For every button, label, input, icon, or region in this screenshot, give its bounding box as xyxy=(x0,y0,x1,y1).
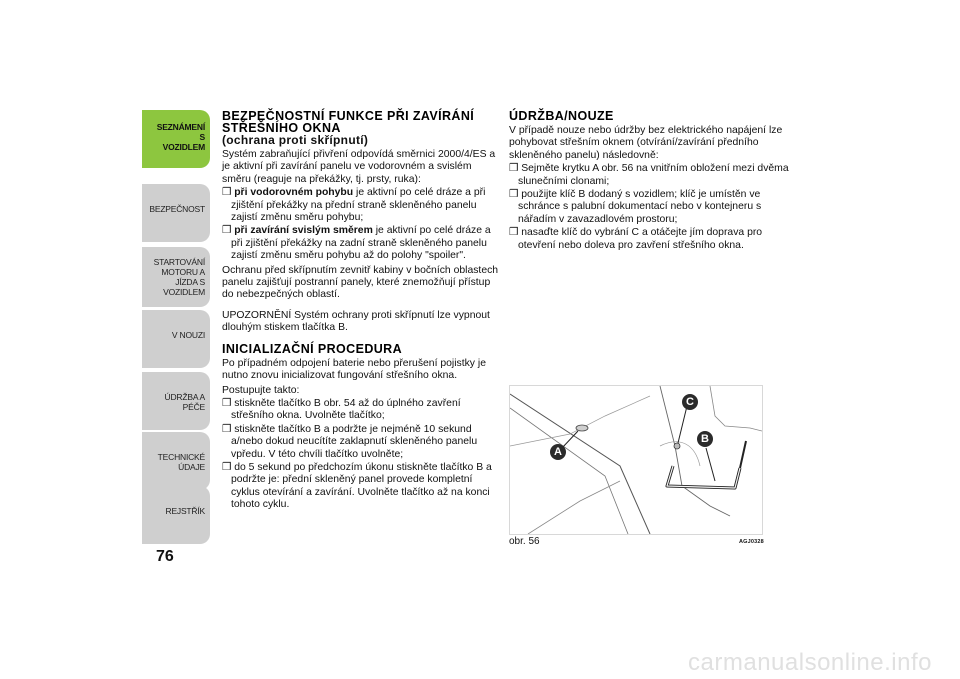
callout-label: B xyxy=(701,433,709,445)
checkbox-bullet-icon: ❒ xyxy=(222,225,235,237)
watermark: carmanualsonline.info xyxy=(688,649,932,676)
tab-label: REJSTŘÍK xyxy=(165,506,205,516)
bullet-bold-term: při vodorovném pohybu xyxy=(234,187,354,199)
bullet-text: je aktivní po celé dráze a při zjištění překážky na zadní straně skleněného panelu zajistí změnu směru pohybu až do polohy "spoiler". xyxy=(231,225,491,262)
sunroof-illustration xyxy=(510,386,762,534)
figure-sunroof-emergency xyxy=(509,385,763,535)
tab-label: ÚDRŽBA A PÉČE xyxy=(164,392,205,412)
checkbox-bullet-icon: ❒ xyxy=(222,397,235,409)
left-column xyxy=(222,110,502,513)
callout-c-badge xyxy=(682,394,698,410)
key-b-highlight xyxy=(667,466,740,488)
figure-code: AGJ0328 xyxy=(739,539,764,545)
tab-seznameni-s-vozidlem[interactable] xyxy=(142,110,210,168)
spacer xyxy=(222,302,502,310)
right-column xyxy=(509,110,791,253)
section-subtitle: (ochrana proti skřípnutí) xyxy=(222,133,369,147)
bullet-text: stiskněte tlačítko B obr. 54 až do úplného zavření střešního okna. Uvolněte tlačítko; xyxy=(231,397,461,422)
checkbox-bullet-icon: ❒ xyxy=(222,187,235,199)
roof-edge-line xyxy=(510,394,650,534)
tab-v-nouzi[interactable] xyxy=(142,310,210,368)
tab-technicke-udaje[interactable] xyxy=(142,432,210,490)
tab-label: SEZNÁMENÍ S VOZIDLEM xyxy=(156,122,205,152)
section-title-anti-pinch: BEZPEČNOSTNÍ FUNKCE PŘI ZAVÍRÁNÍ STŘEŠNÍHO OKNA xyxy=(222,109,475,135)
tab-label: V NOUZI xyxy=(171,330,205,340)
list-item xyxy=(222,462,502,512)
list-item xyxy=(509,227,791,252)
list-item xyxy=(222,225,502,262)
tab-label: STARTOVÁNÍ MOTORU A JÍZDA S VOZIDLEM xyxy=(153,257,205,297)
headliner-line xyxy=(510,396,650,446)
side-panels-paragraph: Ochranu před skřípnutím zevnitř kabiny v bočních oblastech panelu zajišťují postranní panely, které znemožňují přístup do nebezpečných oblastí. xyxy=(222,264,499,301)
list-item xyxy=(222,398,502,423)
initialization-intro: Po případném odpojení baterie nebo přerušení pojistky je nutno znovu inicializovat fungování střešního okna. xyxy=(222,357,486,382)
tab-label: BEZPEČNOST xyxy=(149,204,205,214)
tab-label: TECHNICKÉ ÚDAJE xyxy=(157,452,205,472)
bullet-text: do 5 sekund po předchozím úkonu stiskněte tlačítko B a podržte je: přední skleněný panel provede kompletní cyklus otevírání a zavírání. Uvolněte tlačítko až na konci tohoto cyklu. xyxy=(231,461,492,511)
bullet-text: použijte klíč B dodaný s vozidlem; klíč je umístěn ve schránce s palubní dokumentací nebo v kontejneru s nářadím v zavazadlovém prostoru; xyxy=(518,189,762,225)
callout-b-badge xyxy=(697,431,713,447)
roof-edge-line xyxy=(510,408,628,534)
section-title-maintenance: ÚDRŽBA/NOUZE xyxy=(509,109,614,123)
cap-a-shape xyxy=(576,425,588,431)
anti-pinch-intro: Systém zabraňující přivření odpovídá směrnici 2000/4/ES a je aktivní při zavírání panelu ve vodorovném a svislém směru (reaguje na překážky, tj. prsty, ruka): xyxy=(222,149,496,185)
callout-label: A xyxy=(554,446,562,458)
page-number: 76 xyxy=(156,548,174,565)
checkbox-bullet-icon: ❒ xyxy=(509,189,522,201)
bullet-text: nasaďte klíč do vybrání C a otáčejte jím doprava pro otevření nebo doleva pro zavření střešního okna. xyxy=(518,227,763,251)
bullet-text: stiskněte tlačítko B a podržte je nejméně 10 sekund a/nebo dokud neucítíte zaklapnutí skleněného panelu vpředu. V této chvíli tlačítko uvolněte; xyxy=(231,423,478,460)
bullet-bold-term: při zavírání svislým směrem xyxy=(234,225,373,237)
callout-line xyxy=(678,406,687,443)
tab-rejstrik[interactable] xyxy=(142,486,210,544)
checkbox-bullet-icon: ❒ xyxy=(509,163,522,175)
key-b-shaft xyxy=(740,441,746,468)
list-item xyxy=(222,187,502,224)
recess-c-shape xyxy=(674,443,680,449)
bullet-text: je aktivní po celé dráze a při zjištění překážky na přední straně skleněného panelu zajistí změnu směru pohybu; xyxy=(231,187,486,224)
checkbox-bullet-icon: ❒ xyxy=(222,461,235,473)
key-b-shape xyxy=(667,466,740,488)
list-item xyxy=(509,189,791,226)
callout-a-badge xyxy=(550,444,566,460)
figure-caption: obr. 56 xyxy=(509,536,540,547)
tab-bezpecnost[interactable] xyxy=(142,184,210,242)
warning-paragraph: UPOZORNĚNÍ Systém ochrany proti skřípnutí lze vypnout dlouhým stiskem tlačítka B. xyxy=(222,309,490,334)
list-item xyxy=(509,163,791,188)
tab-startovani[interactable] xyxy=(142,247,210,307)
checkbox-bullet-icon: ❒ xyxy=(222,423,235,435)
steps-label: Postupujte takto: xyxy=(222,384,300,396)
panel-outline xyxy=(710,386,762,431)
list-item xyxy=(222,424,502,461)
tab-udrzba-a-pece[interactable] xyxy=(142,372,210,430)
section-title-initialization: INICIALIZAČNÍ PROCEDURA xyxy=(222,341,403,356)
checkbox-bullet-icon: ❒ xyxy=(509,227,522,239)
callout-label: C xyxy=(686,396,694,408)
trim-line xyxy=(528,481,620,534)
callout-line xyxy=(706,448,715,481)
maintenance-intro: V případě nouze nebo údržby bez elektrického napájení lze pohybovat střešním oknem (otvírání/zavírání předního skleněného panelu) následovně: xyxy=(509,125,783,161)
bullet-text: Sejměte krytku A obr. 56 na vnitřním obložení mezi dvěma slunečními clonami; xyxy=(518,163,789,187)
